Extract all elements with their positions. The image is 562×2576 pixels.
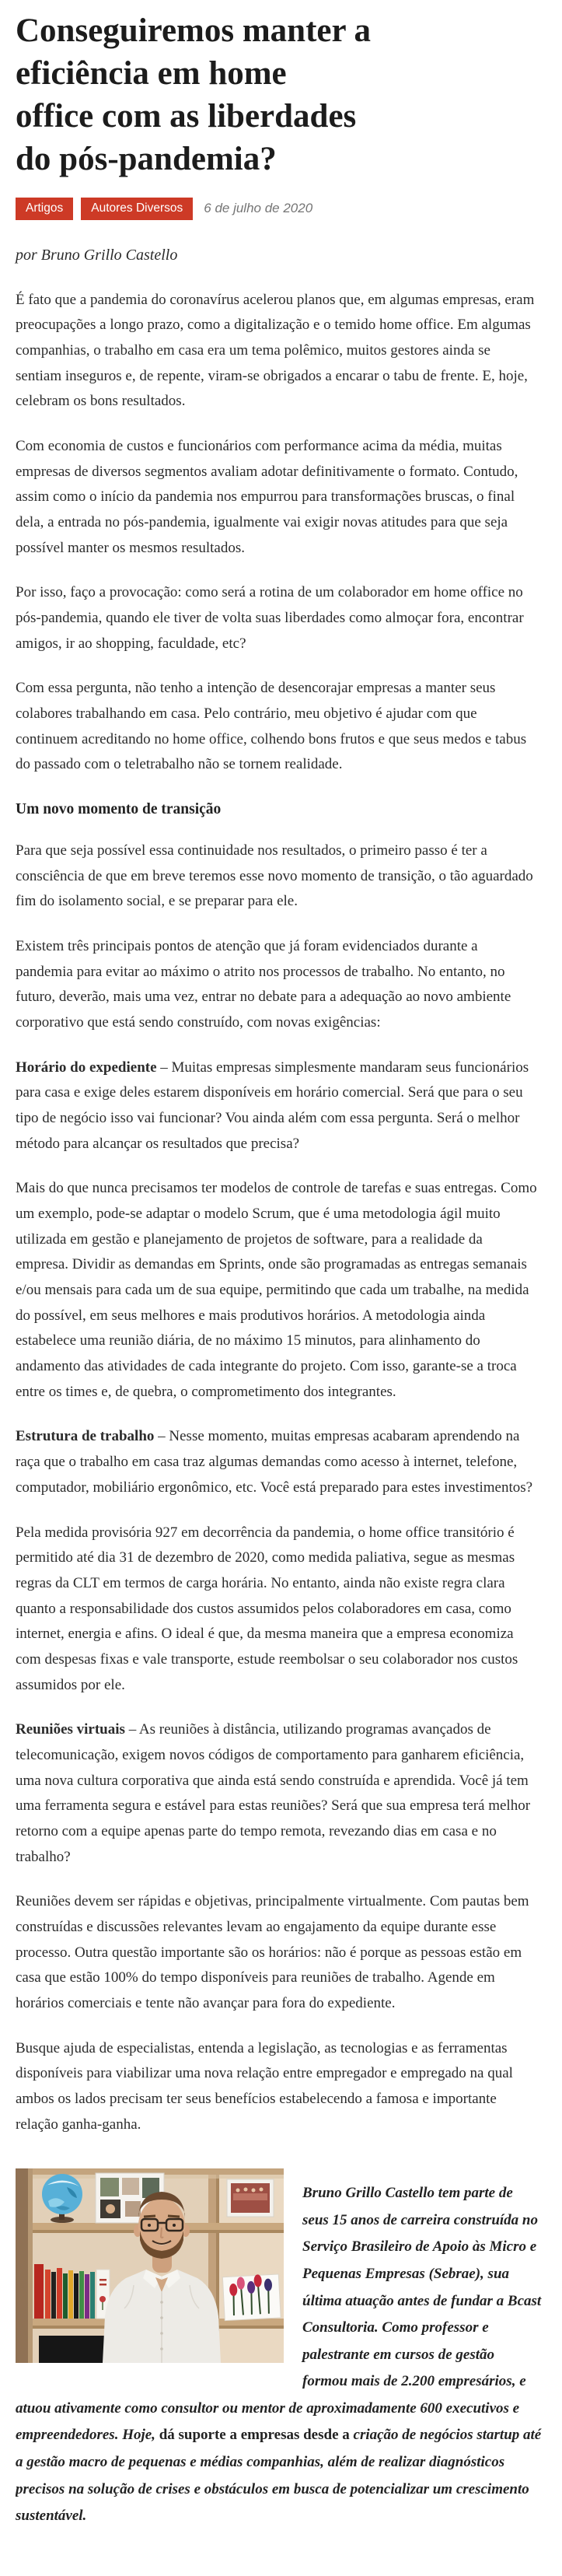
paragraph-text: – As reuniões à distância, utilizando programas avançados de telecomunicação, exigem novos códigos de comportamento para ganharem eficiência, uma nova cultura corporativa que ainda está sendo construída e aprendida. Você já tem uma ferramenta segura e estável para estas reuniões? Será que sua empresa terá melhor retorno com a equipe apenas parte do tempo remota, revezando dias em casa e no trabalho?	[16, 1721, 531, 1865]
post-date: 6 de julho de 2020	[204, 201, 313, 216]
article-paragraph	[16, 288, 538, 415]
paragraph-text: Por isso, faço a provocação: como será a rotina de um colaborador em home office no pós-pandemia, quando ele tiver de volta suas liberdades como almoçar fora, encontrar amigos, ir ao shopping, faculdade, etc?	[16, 584, 524, 652]
title-line: do pós-pandemia?	[16, 141, 277, 178]
paragraph-text: Reuniões devem ser rápidas e objetivas, principalmente virtualmente. Com pautas bem construídas e discussões relevantes levam ao engajamento da equipe durante esse processo. Outra questão importante são os horários: não é porque as pessoas estão em casa que estão 100% do tempo disponíveis para reuniões de trabalho. Agende em horários comerciais e tente não avançar para fora do expediente.	[16, 1893, 529, 2011]
bio-segment: criação de negócios startup até a gestão macro de pequenas e médias companhias, além de realizar diagnósticos precisos na solução de crises e obstáculos em busca de potencializar um crescimento sustentável.	[16, 2427, 542, 2525]
tag-autores-diversos[interactable]: Autores Diversos	[81, 198, 193, 220]
byline: por Bruno Grillo Castello	[16, 246, 178, 264]
title-line: eficiência em home	[16, 55, 287, 93]
title-line: office com as liberdades	[16, 98, 357, 135]
paragraph-lead: Horário do expediente	[16, 1059, 157, 1076]
paragraph-lead: Estrutura de trabalho	[16, 1428, 155, 1445]
paragraph-text: – Nesse momento, muitas empresas acabaram aprendendo na raça que o trabalho em casa traz algumas demandas como acesso à internet, telefone, computador, mobiliário ergonômico, etc. Você está preparado para estes investimentos?	[16, 1428, 533, 1496]
post-meta	[16, 198, 542, 220]
article-paragraph	[16, 1055, 538, 1157]
bio-segment: dá suporte a empresas desde a	[159, 2427, 354, 2444]
article-paragraph	[16, 1424, 538, 1500]
article-paragraph	[16, 1889, 538, 2016]
tag-artigos[interactable]: Artigos	[16, 198, 73, 220]
section-heading: Um novo momento de transição	[16, 801, 222, 818]
article-paragraph	[16, 2036, 538, 2138]
author-photo	[16, 2168, 284, 2363]
paragraph-text: Mais do que nunca precisamos ter modelos de controle de tarefas e suas entregas. Como um exemplo, pode-se adaptar o modelo Scrum, que é uma metodologia ágil muito utilizada em gestão e planejamento de projetos de software, para a realidade da empresa. Dividir as demandas em Sprints, onde são programadas as entregas semanais e/ou mensais para cada um de sua equipe, permitindo que cada um trabalhe, na medida do possível, em seus melhores e mais produtivos horários. A metodologia ainda estabelece uma reunião diária, de no máximo 15 minutos, para alinhamento do andamento das atividades de cada integrante do projeto. Com isso, garante-se a troca entre os times e, de quebra, o comprometimento dos integrantes.	[16, 1180, 537, 1400]
page-title	[16, 9, 542, 180]
picture-frame	[227, 2179, 274, 2217]
article-body	[16, 288, 542, 2138]
paragraph-text: Busque ajuda de especialistas, entenda a legislação, as tecnologias e as ferramentas disponíveis para viabilizar uma nova relação entre empregador e empregado na qual ambos os lados precisam ter seus benefícios estabelecendo a famosa e importante relação ganha-ganha.	[16, 2039, 513, 2133]
paragraph-text: Com essa pergunta, não tenho a intenção de desencorajar empresas a manter seus colabores trabalhando em casa. Pelo contrário, meu objetivo é ajudar com que continuem acreditando no home office, colhendo bons frutos e que seus medos e tabus do passado com o teletrabalho não se tornem realidade.	[16, 680, 527, 773]
article-paragraph	[16, 1521, 538, 1699]
article-paragraph	[16, 1176, 538, 1405]
author-photo-illustration	[16, 2168, 284, 2363]
article-paragraph	[16, 934, 538, 1036]
bio-segment: Bruno Grillo Castello tem parte de seus 15 anos de carreira construída no Serviço Brasileiro de Apoio às Micro e Pequenas Empresas (Sebrae), sua última atuação antes de fundar a Bcast Consultoria. Como professor e palestrante em cursos de gestão formou mais de 2.200 empresários, e atuou ativamente como consultor ou mentor de aproximadamente 600 executivos e empreendedores. Hoje,	[16, 2185, 542, 2444]
paragraph-text: Com economia de custos e funcionários com performance acima da média, muitas empresas de diversos segmentos avaliam adotar definitivamente o formato. Contudo, assim como o início da pandemia nos empurrou para transformações bruscas, o final dela, a entrada no pós-pandemia, igualmente vai exigir novas atitudes para que seja possível manter os mesmos resultados.	[16, 437, 518, 556]
paragraph-lead: Reuniões virtuais	[16, 1721, 125, 1738]
author-bio	[16, 2165, 542, 2545]
tulip-painting	[222, 2273, 281, 2321]
article-paragraph	[16, 1717, 538, 1870]
title-line: Conseguiremos manter a	[16, 12, 372, 49]
paragraph-text: Para que seja possível essa continuidade nos resultados, o primeiro passo é ter a consciência de que em breve teremos esse novo momento de transição, o tão aguardado fim do isolamento social, e se preparar para ele.	[16, 842, 533, 910]
article-paragraph	[16, 434, 538, 561]
paragraph-text: – Muitas empresas simplesmente mandaram seus funcionários para casa e exige deles estarem disponíveis em horário comercial. Será que para o seu tipo de negócio isso vai funcionar? Vou ainda além com essa pergunta. Será o melhor método para alcançar os resultados que precisa?	[16, 1059, 529, 1152]
article-paragraph	[16, 580, 538, 656]
books	[34, 2264, 110, 2319]
article-paragraph	[16, 676, 538, 778]
article-paragraph	[16, 838, 538, 915]
paragraph-text: É fato que a pandemia do coronavírus acelerou planos que, em algumas empresas, eram preocupações a longo prazo, como a digitalização e o temido home office. Em algumas companhias, o trabalho em casa era um tema polêmico, muitos gestores ainda se sentiam inseguros e, de repente, viram-se obrigados a encarar o tabu de frente. E, hoje, celebram os bons resultados.	[16, 291, 535, 410]
paragraph-text: Existem três principais pontos de atenção que já foram evidenciados durante a pandemia para evitar ao máximo o atrito nos processos de trabalho. No entanto, no futuro, deverão, mais uma vez, entrar no debate para a adequação ao novo ambiente corporativo que está sendo construído, com novas exigências:	[16, 938, 511, 1031]
paragraph-text: Pela medida provisória 927 em decorrência da pandemia, o home office transitório é permitido até dia 31 de dezembro de 2020, como medida paliativa, segue as mesmas regras da CLT em termos de carga horária. No entanto, ainda não existe regra clara quanto a responsabilidade dos custos assumidos pelos colaboradores em casa, como internet, energia e afins. O ideal é que, da mesma maneira que a empresa economiza com despesas fixas e vale transporte, estude reembolsar o seu colaborador nos custos assumidos por ele.	[16, 1524, 518, 1693]
